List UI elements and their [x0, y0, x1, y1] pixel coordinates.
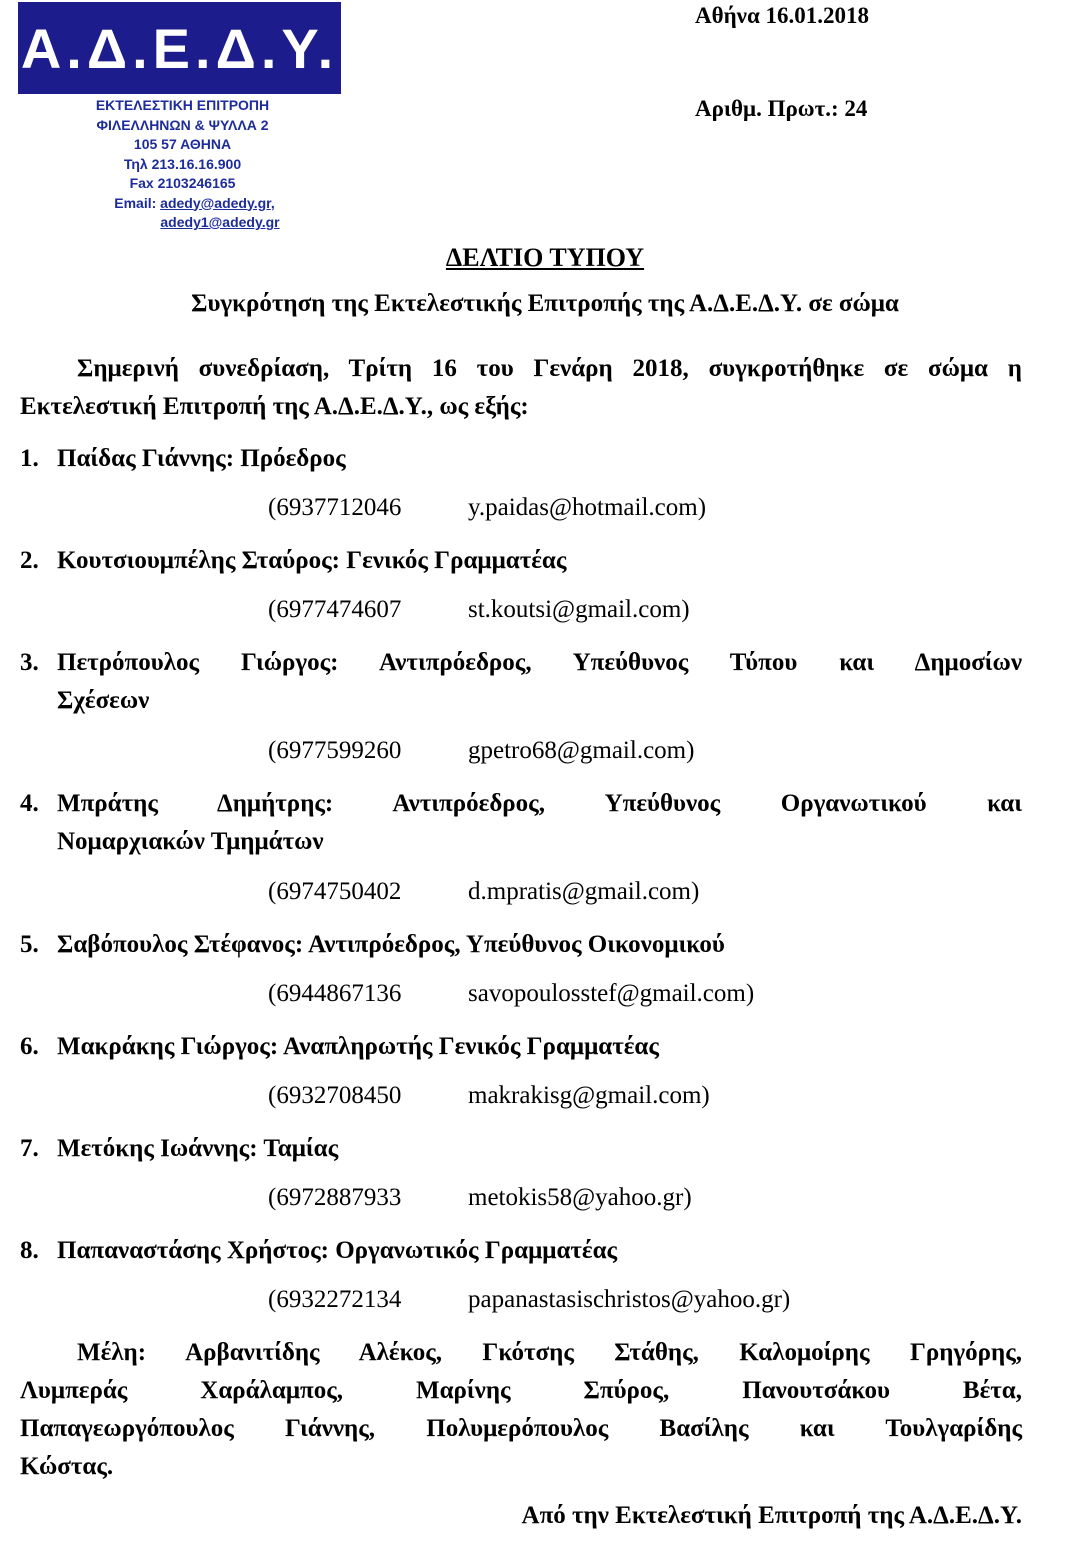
closing-signature: Από την Εκτελεστική Επιτροπή της Α.Δ.Ε.Δ.Υ. [521, 1502, 1022, 1529]
contact-email: makrakisg@gmail.com) [468, 1082, 710, 1109]
org-phone: Τηλ 213.16.16.900 [123, 155, 242, 172]
list-item [20, 926, 1022, 964]
list-item-text: Μπράτης Δημήτρης: Αντιπρόεδρος, Υπεύθυνος Οργανωτικού και [57, 790, 1022, 817]
list-item [20, 1130, 1022, 1168]
email-link-2[interactable]: adedy1@adedy.gr [160, 214, 280, 230]
committee-name: ΕΚΤΕΛΕΣΤΙΚΗ ΕΠΙΤΡΟΠΗ [95, 97, 270, 113]
contact-phone: (6932272134 [268, 1286, 402, 1313]
title-text: ΔΕΛΤΙΟ ΤΥΠΟΥ [445, 243, 645, 272]
contact-email: st.koutsi@gmail.com) [468, 596, 690, 623]
contact-phone: (6974750402 [268, 878, 402, 905]
org-email-line-2 [60, 213, 305, 233]
contact-phone: (6932708450 [268, 1082, 402, 1109]
list-item-text: Μετόκης Ιωάννης: Ταμίας [57, 1135, 339, 1162]
list-item [20, 1232, 1022, 1270]
list-item-text: Μακράκης Γιώργος: Αναπληρωτής Γενικός Γραμματέας [57, 1033, 659, 1060]
contact-phone: (6944867136 [268, 980, 402, 1007]
list-item [20, 785, 1022, 861]
members-line-4: Κώστας. [20, 1453, 114, 1480]
list-number: 4. [20, 790, 39, 817]
contact-email: savopoulosstef@gmail.com) [468, 980, 755, 1007]
contact-email: d.mpratis@gmail.com) [468, 878, 700, 905]
contact-line [268, 734, 694, 768]
org-email-line: Email: adedy@adedy.gr, [114, 194, 275, 211]
members-line-3: Παπαγεωργόπουλος Γιάννης, Πολυμερόπουλος Βασίλης και Τουλγαρίδης [20, 1415, 1022, 1442]
list-number: 5. [20, 931, 39, 958]
contact-line [268, 1283, 790, 1317]
intro-paragraph [20, 350, 1022, 426]
document-subtitle: Συγκρότηση της Εκτελεστικής Επιτροπής της Α.Δ.Ε.Δ.Υ. σε σώμα [191, 290, 899, 317]
intro-line-1: Σημερινή συνεδρίαση, Τρίτη 16 του Γενάρη 2018, συγκροτήθηκε σε σώμα η [77, 355, 1022, 382]
list-number: 7. [20, 1135, 39, 1162]
address-city: 105 57 ΑΘΗΝΑ [133, 136, 232, 152]
document-date: Αθήνα 16.01.2018 [695, 3, 870, 28]
list-item-text-cont: Νομαρχιακών Τμημάτων [57, 828, 324, 855]
intro-line-2: Εκτελεστική Επιτροπή της Α.Δ.Ε.Δ.Υ., ως εξής: [20, 393, 529, 420]
list-item-text: Σαβόπουλος Στέφανος: Αντιπρόεδρος, Υπεύθυνος Οικονομικού [57, 931, 725, 958]
adedy-logo: Α.Δ.Ε.Δ.Υ. [18, 2, 341, 94]
list-number: 2. [20, 547, 39, 574]
contact-line [268, 875, 699, 909]
contact-phone: (6977599260 [268, 737, 402, 764]
list-item [20, 1028, 1022, 1066]
list-number: 8. [20, 1237, 39, 1264]
address-street: ΦΙΛΕΛΛΗΝΩΝ & ΨΥΛΛΑ 2 [96, 116, 269, 133]
contact-phone: (6977474607 [268, 596, 402, 623]
members-line-1: Μέλη: Αρβανιτίδης Αλέκος, Γκότσης Στάθης, Καλομοίρης Γρηγόρης, [77, 1339, 1022, 1366]
list-item-text: Πετρόπουλος Γιώργος: Αντιπρόεδρος, Υπεύθυνος Τύπου και Δημοσίων [57, 649, 1022, 676]
members-line-2: Λυμπεράς Χαράλαμπος, Μαρίνης Σπύρος, Πανουτσάκου Βέτα, [20, 1377, 1022, 1404]
list-item-text: Κουτσιουμπέλης Σταύρος: Γενικός Γραμματέας [57, 547, 567, 574]
list-item-text: Παίδας Γιάννης: Πρόεδρος [57, 445, 346, 472]
contact-email: gpetro68@gmail.com) [468, 737, 695, 764]
contact-line [268, 491, 706, 525]
contact-line [268, 1181, 692, 1215]
contact-email: y.paidas@hotmail.com) [468, 494, 707, 521]
contact-email: metokis58@yahoo.gr) [468, 1184, 692, 1211]
list-item-text: Παπαναστάσης Χρήστος: Οργανωτικός Γραμματέας [57, 1237, 618, 1264]
contact-phone: (6937712046 [268, 494, 402, 521]
list-number: 6. [20, 1033, 39, 1060]
protocol-number: Αριθμ. Πρωτ.: 24 [695, 96, 868, 121]
list-item [20, 440, 1022, 478]
contact-line [268, 1079, 710, 1113]
document-title [0, 243, 1090, 273]
email-label: Email: [114, 194, 161, 211]
list-item [20, 542, 1022, 580]
contact-email: papanastasischristos@yahoo.gr) [468, 1286, 791, 1313]
contact-line [268, 593, 690, 627]
email-link-1[interactable]: adedy@adedy.gr [160, 194, 271, 211]
list-number: 3. [20, 649, 39, 676]
contact-phone: (6972887933 [268, 1184, 402, 1211]
contact-line [268, 977, 754, 1011]
org-contact-block [60, 96, 305, 233]
members-paragraph [20, 1334, 1022, 1486]
list-number: 1. [20, 445, 39, 472]
list-item-text-cont: Σχέσεων [57, 687, 150, 714]
org-fax: Fax 2103246165 [129, 175, 236, 191]
list-item [20, 644, 1022, 720]
